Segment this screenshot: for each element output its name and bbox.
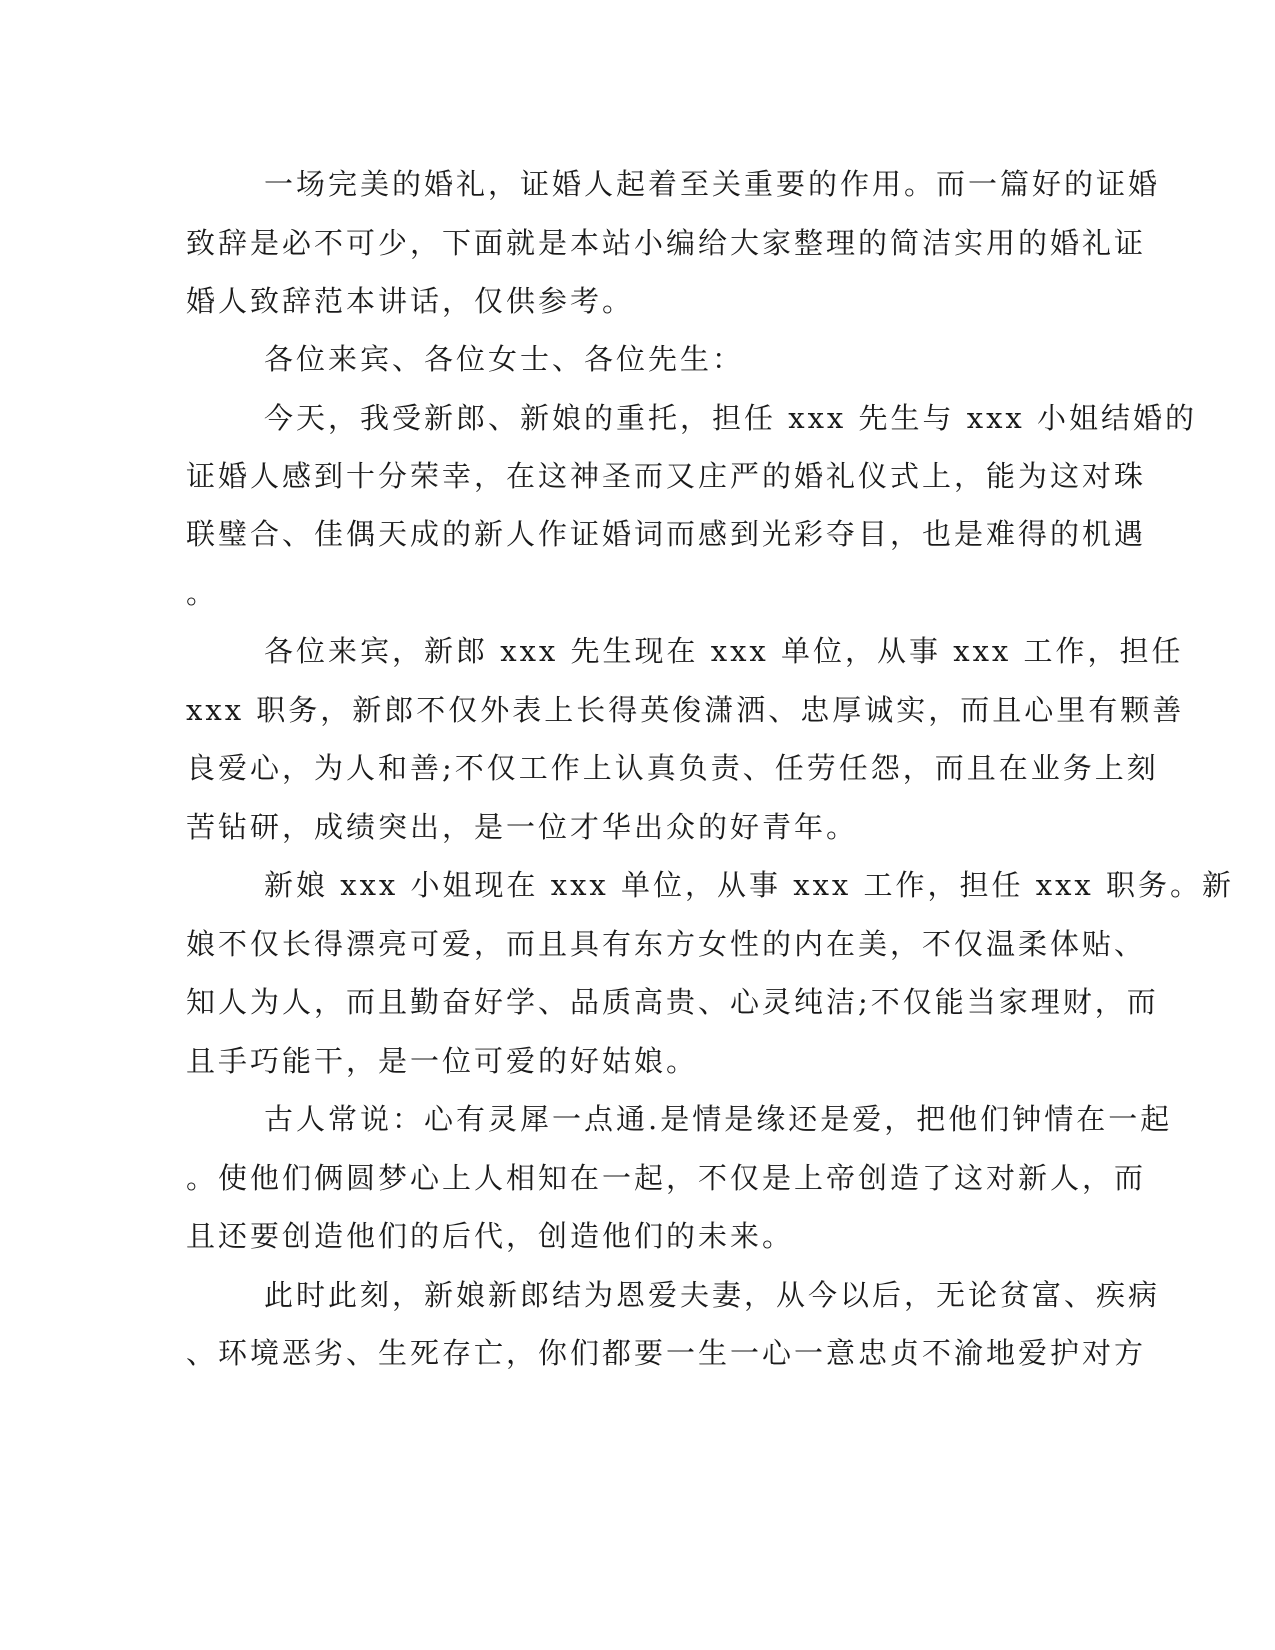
text-line: 知人为人，而且勤奋好学、品质高贵、心灵纯洁;不仅能当家理财，而 <box>186 985 1159 1019</box>
text-line: xxx 职务，新郎不仅外表上长得英俊潇洒、忠厚诚实，而且心里有颗善 <box>186 693 1185 727</box>
text-line: 致辞是必不可少，下面就是本站小编给大家整理的简洁实用的婚礼证 <box>186 226 1147 260</box>
text-line: 新娘 xxx 小姐现在 xxx 单位，从事 xxx 工作，担任 xxx 职务。新 <box>264 868 1235 902</box>
text-line: 婚人致辞范本讲话，仅供参考。 <box>186 284 635 318</box>
text-line: 古人常说：心有灵犀一点通.是情是缘还是爱，把他们钟情在一起 <box>264 1102 1173 1136</box>
text-line: 证婚人感到十分荣幸，在这神圣而又庄严的婚礼仪式上，能为这对珠 <box>186 459 1147 493</box>
text-line: 各位来宾、各位女士、各位先生： <box>264 342 745 376</box>
text-line: 今天，我受新郎、新娘的重托，担任 xxx 先生与 xxx 小姐结婚的 <box>264 401 1198 435</box>
text-line: 、环境恶劣、生死存亡，你们都要一生一心一意忠贞不渝地爱护对方 <box>186 1336 1147 1370</box>
text-line: 。使他们俩圆梦心上人相知在一起，不仅是上帝创造了这对新人，而 <box>186 1161 1147 1195</box>
text-line: 良爱心，为人和善;不仅工作上认真负责、任劳任怨，而且在业务上刻 <box>186 751 1159 785</box>
text-line: 且还要创造他们的后代，创造他们的未来。 <box>186 1219 795 1253</box>
text-line: 苦钻研，成绩突出，是一位才华出众的好青年。 <box>186 810 859 844</box>
text-line: 联璧合、佳偶天成的新人作证婚词而感到光彩夺目，也是难得的机遇 <box>186 517 1147 551</box>
text-line: 娘不仅长得漂亮可爱，而且具有东方女性的内在美，不仅温柔体贴、 <box>186 927 1147 961</box>
text-line: 此时此刻，新娘新郎结为恩爱夫妻，从今以后，无论贫富、疾病 <box>264 1278 1161 1312</box>
text-line: 且手巧能干，是一位可爱的好姑娘。 <box>186 1044 699 1078</box>
text-line: 各位来宾，新郎 xxx 先生现在 xxx 单位，从事 xxx 工作，担任 <box>264 634 1184 668</box>
text-line: 。 <box>186 576 219 610</box>
text-line: 一场完美的婚礼，证婚人起着至关重要的作用。而一篇好的证婚 <box>264 167 1161 201</box>
